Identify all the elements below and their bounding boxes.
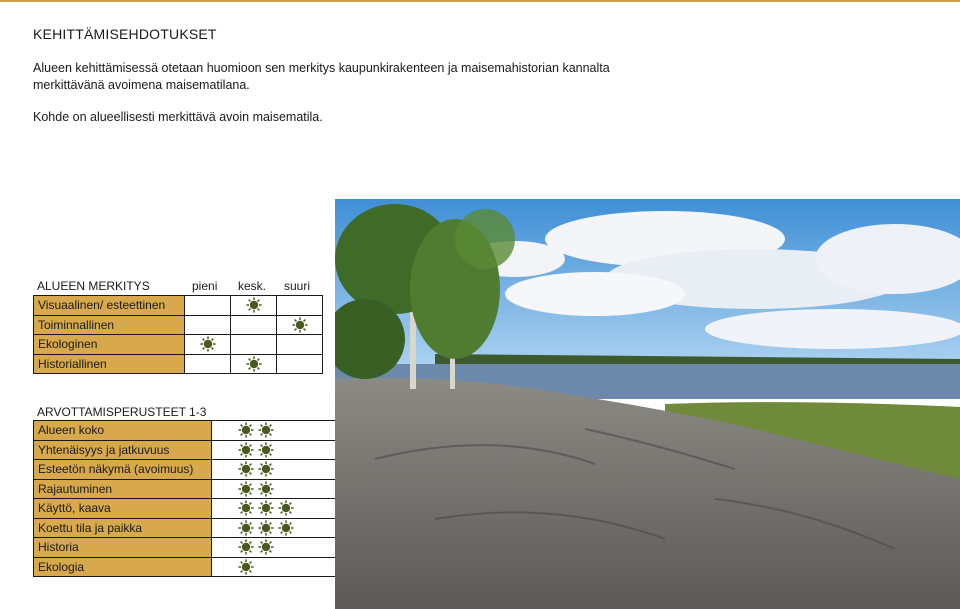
sun-icon: [238, 422, 254, 438]
merkitys-cell: [277, 354, 323, 374]
arvottamis-row-label: Käyttö, kaava: [34, 499, 212, 519]
arvottamis-row-label: Alueen koko: [34, 421, 212, 441]
arvottamis-table: [33, 420, 347, 577]
merkitys-cell: [185, 296, 231, 316]
arvottamis-title: ARVOTTAMISPERUSTEET 1-3: [37, 405, 207, 419]
merkitys-cell: [277, 296, 323, 316]
arvottamis-row: [34, 479, 347, 499]
arvottamis-row: [34, 460, 347, 480]
top-rule: [0, 0, 960, 2]
arvottamis-row-label: Esteetön näkymä (avoimuus): [34, 460, 212, 480]
sun-icon: [246, 297, 262, 313]
sun-icon: [238, 500, 254, 516]
merkitys-row: [34, 354, 323, 374]
arvottamis-row: [34, 421, 347, 441]
sun-icon: [238, 520, 254, 536]
arvottamis-score: [212, 538, 347, 558]
sun-icon: [238, 461, 254, 477]
merkitys-cell: [277, 335, 323, 355]
sun-icon: [258, 461, 274, 477]
col-suuri: suuri: [284, 279, 311, 293]
arvottamis-score: [212, 460, 347, 480]
merkitys-cell: [231, 335, 277, 355]
paragraph-development: Alueen kehittämisessä otetaan huomioon sen merkitys kaupunkirakenteen ja maisemahistorian kannalta merkittävänä avoimena maisematilana.: [33, 61, 610, 92]
arvottamis-score: [212, 440, 347, 460]
sun-icon: [258, 500, 274, 516]
arvottamis-score: [212, 557, 347, 577]
sun-icon: [200, 336, 216, 352]
paragraph-summary: Kohde on alueellisesti merkittävä avoin maisematila.: [33, 110, 323, 124]
arvottamis-row-label: Yhtenäisyys ja jatkuvuus: [34, 440, 212, 460]
sun-icon: [238, 559, 254, 575]
page-heading: KEHITTÄMISEHDOTUKSET: [33, 26, 217, 42]
merkitys-cell: [277, 315, 323, 335]
merkitys-row-label: Historiallinen: [34, 354, 185, 374]
sun-icon: [258, 422, 274, 438]
sun-icon: [258, 520, 274, 536]
merkitys-cell: [231, 315, 277, 335]
arvottamis-row: [34, 440, 347, 460]
arvottamis-score: [212, 421, 347, 441]
arvottamis-row-label: Historia: [34, 538, 212, 558]
merkitys-row: [34, 315, 323, 335]
merkitys-cell: [231, 354, 277, 374]
merkitys-cell: [185, 335, 231, 355]
arvottamis-score: [212, 479, 347, 499]
arvottamis-row: [34, 518, 347, 538]
sun-icon: [238, 442, 254, 458]
landscape-photo: [335, 199, 960, 609]
arvottamis-row-label: Koettu tila ja paikka: [34, 518, 212, 538]
merkitys-row: [34, 296, 323, 316]
sun-icon: [258, 539, 274, 555]
col-kesk: kesk.: [238, 279, 267, 293]
sun-icon: [292, 317, 308, 333]
sun-icon: [258, 481, 274, 497]
merkitys-table: [33, 295, 323, 374]
sun-icon: [258, 442, 274, 458]
merkitys-row-label: Ekologinen: [34, 335, 185, 355]
arvottamis-row-label: Rajautuminen: [34, 479, 212, 499]
landscape-photo-image: [335, 199, 960, 609]
sun-icon: [238, 481, 254, 497]
merkitys-cell: [231, 296, 277, 316]
arvottamis-row-label: Ekologia: [34, 557, 212, 577]
sun-icon: [278, 500, 294, 516]
arvottamis-row: [34, 538, 347, 558]
arvottamis-score: [212, 499, 347, 519]
merkitys-row: [34, 335, 323, 355]
sun-icon: [246, 356, 262, 372]
merkitys-row-label: Toiminnallinen: [34, 315, 185, 335]
arvottamis-row: [34, 499, 347, 519]
merkitys-row-label: Visuaalinen/ esteettinen: [34, 296, 185, 316]
arvottamis-score: [212, 518, 347, 538]
arvottamis-row: [34, 557, 347, 577]
merkitys-title: ALUEEN MERKITYS: [37, 279, 150, 293]
sun-icon: [278, 520, 294, 536]
merkitys-cell: [185, 354, 231, 374]
merkitys-cell: [185, 315, 231, 335]
col-pieni: pieni: [192, 279, 218, 293]
sun-icon: [238, 539, 254, 555]
